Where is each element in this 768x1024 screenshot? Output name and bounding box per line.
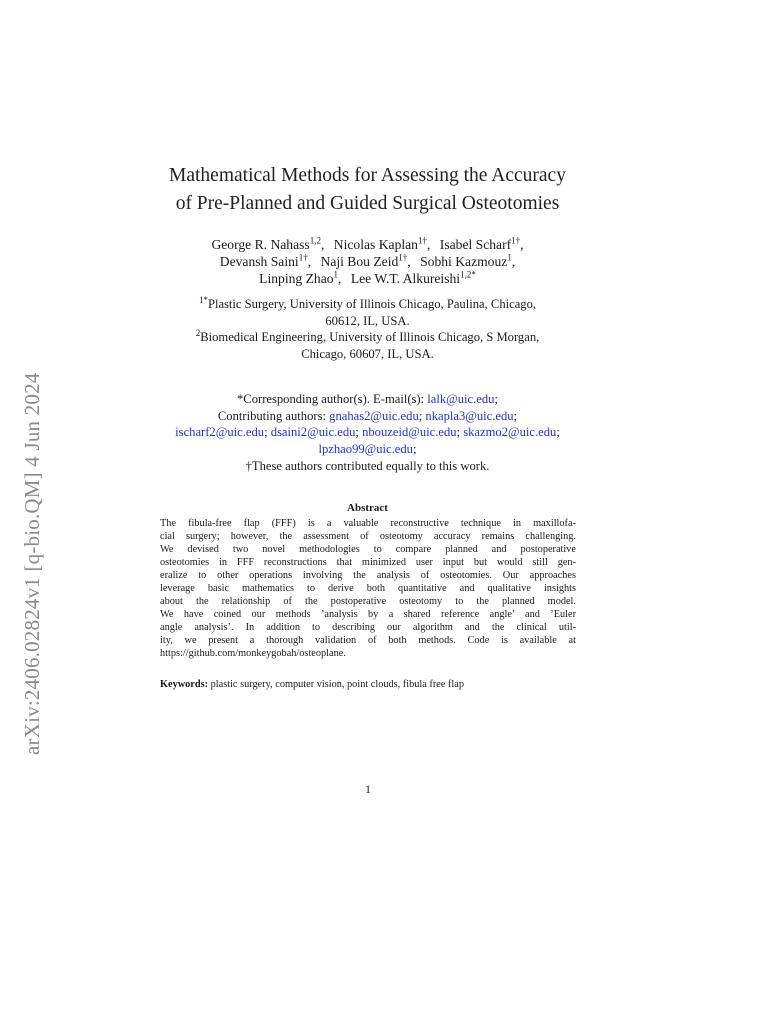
keywords-label: Keywords: (160, 679, 209, 690)
email-link[interactable]: skazmo2@uic.edu (463, 425, 557, 440)
abstract-line: osteotomies in FFF reconstructions that minimized user input but would still gen- (160, 556, 576, 568)
author: Naji Bou Zeid$^{1\dagger}$, (320, 252, 411, 269)
title-line: Mathematical Methods for Assessing the Accuracy (169, 165, 566, 186)
email-link[interactable]: dsaini2@uic.edu (270, 425, 356, 440)
email-link[interactable]: nkapla3@uic.edu (425, 408, 514, 423)
paper-title (100, 162, 635, 218)
email-link[interactable]: lpzhao99@uic.edu (318, 442, 413, 457)
abstract-line: ity, we present a thorough validation of both methods. Code is available at (160, 634, 576, 646)
abstract-line: eralize to other operations involving the analysis of osteotomies. Our approaches (160, 569, 576, 581)
abstract-heading: Abstract (347, 502, 388, 514)
author: Devansh Saini$^{1\dagger}$, (219, 252, 312, 269)
email-link[interactable]: nbouzeid@uic.edu (362, 425, 457, 440)
author: Sobhi Kazmouz$^1$, (420, 252, 516, 269)
email-link[interactable]: lalk@uic.edu (427, 392, 495, 406)
affiliation-line: $^2$Biomedical Engineering, University of Illinois Chicago, S Morgan, (195, 328, 540, 345)
email-link[interactable]: ischarf2@uic.edu (175, 425, 265, 440)
author-list (120, 236, 615, 287)
author-line (120, 253, 615, 270)
page-number: 1 (365, 782, 371, 796)
abstract-body (160, 518, 576, 660)
author: George R. Nahass$^{1,2}$, (211, 235, 325, 252)
author-line (120, 236, 615, 253)
abstract-line: angle analysis’. In addition to describing our algorithm and the clinical util- (160, 621, 576, 633)
correspondence-line: *Corresponding author(s). E-mail(s): lalk@uic.edu; (237, 392, 498, 406)
abstract-line: leverage basic mathematics to derive both quantitative and qualitative insights (160, 582, 576, 594)
keywords-text: plastic surgery, computer vision, point clouds, fibula free flap (210, 679, 464, 690)
abstract-line: about the relationship of the postoperative osteotomy to the planned model. (160, 595, 576, 607)
abstract-line[interactable]: https://github.com/monkeygobah/osteoplane. (160, 647, 346, 659)
author: Lee W.T. Alkureishi$^{1,2*}$ (350, 269, 476, 286)
author: Isabel Scharf$^{1\dagger}$, (439, 235, 524, 252)
email-link[interactable]: gnahas2@uic.edu (329, 408, 419, 423)
author: Nicolas Kaplan$^{1\dagger}$, (333, 235, 431, 252)
contributing-line: ischarf2@uic.edu; dsaini2@uic.edu; nbouzeid@uic.edu; skazmo2@uic.edu; (175, 425, 560, 440)
title-line: of Pre-Planned and Guided Surgical Osteotomies (175, 193, 560, 214)
equal-contribution-note: †These authors contributed equally to this work. (245, 458, 490, 473)
contributing-line: lpzhao99@uic.edu; (318, 442, 417, 457)
abstract-line: We devised two novel methodologies to compare planned and postoperative (160, 543, 576, 555)
keywords (160, 679, 576, 690)
arxiv-identifier[interactable]: arXiv:2406.02824v1 [q-bio.QM] 4 Jun 2024 (20, 372, 44, 755)
contributing-line: Contributing authors: gnahas2@uic.edu; nkapla3@uic.edu; (217, 408, 518, 423)
abstract-line: cial surgery; however, the assessment of osteotomy accuracy remains challenging. (160, 530, 576, 542)
author-line (120, 270, 615, 287)
affiliation-list (150, 296, 585, 363)
author: Linping Zhao$^1$, (259, 269, 342, 286)
abstract-line: We have coined our methods ’analysis by a shared reference angle’ and ’Euler (160, 608, 576, 620)
contact-block (120, 391, 615, 475)
affiliation-line: $^{1*}$Plastic Surgery, University of Illinois Chicago, Paulina, Chicago, (198, 294, 537, 311)
affiliation-line: 60612, IL, USA. (325, 313, 410, 328)
affiliation-line: Chicago, 60607, IL, USA. (301, 347, 434, 362)
abstract-line: The fibula-free flap (FFF) is a valuable reconstructive technique in maxillofa- (160, 518, 576, 529)
